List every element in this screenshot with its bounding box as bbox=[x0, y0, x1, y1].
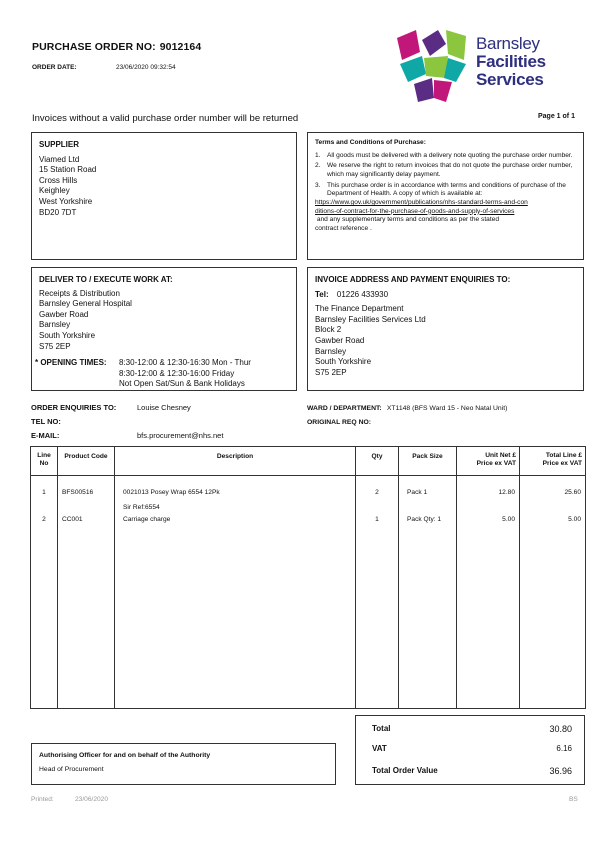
col-header-total-line-2: Price ex VAT bbox=[542, 459, 582, 467]
terms-link-line: ditions-of-contract-for-the-purchase-of-goods-and-supply-of-services bbox=[315, 207, 515, 215]
col-header-product-code: Product Code bbox=[58, 447, 115, 476]
supplier-box bbox=[31, 132, 297, 260]
opening-time-line: 8:30-12:00 & 12:30-16:00 Friday bbox=[119, 368, 235, 378]
deliver-title: DELIVER TO / EXECUTE WORK AT: bbox=[39, 275, 173, 284]
cell-line-no: 2 bbox=[31, 513, 58, 535]
col-header-unit-net-2: Price ex VAT bbox=[476, 459, 516, 467]
terms-link[interactable] bbox=[315, 199, 576, 216]
opening-times bbox=[35, 358, 289, 389]
order-date-label: ORDER DATE: bbox=[32, 64, 77, 71]
invoice-tel-label: Tel: bbox=[315, 289, 329, 299]
invoice-address-line: Block 2 bbox=[315, 325, 342, 335]
terms-item-number: 2. bbox=[315, 162, 321, 170]
deliver-line: Receipts & Distribution bbox=[39, 288, 120, 298]
table-row bbox=[31, 513, 586, 535]
deliver-box bbox=[31, 267, 297, 391]
invoice-address-line: South Yorkshire bbox=[315, 357, 372, 367]
invoice-tel-value: 01226 433930 bbox=[336, 289, 389, 299]
terms-tail-line: and any supplementary terms and conditions as per the stated bbox=[315, 216, 500, 224]
opening-time-line: 8:30-12:00 & 12:30-16:30 Mon - Thur bbox=[119, 358, 251, 368]
deliver-line: S75 2EP bbox=[39, 341, 71, 351]
terms-item bbox=[315, 182, 576, 199]
logo-line-3: Services bbox=[476, 70, 544, 89]
terms-item-text: This purchase order is in accordance with terms and conditions of purchase of the Department of Health. A copy of which is available at: bbox=[327, 181, 566, 198]
col-header-line-no bbox=[31, 447, 58, 476]
table-header-row bbox=[31, 447, 586, 476]
supplier-line: West Yorkshire bbox=[39, 196, 93, 206]
invoice-warning: Invoices without a valid purchase order number will be returned bbox=[32, 113, 299, 124]
cell-description-line: 0021013 Posey Wrap 6554 12Pk bbox=[123, 489, 220, 496]
total-order-value: 36.96 bbox=[549, 766, 572, 776]
deliver-line: South Yorkshire bbox=[39, 330, 96, 340]
cell-total-line: 5.00 bbox=[520, 513, 586, 535]
order-enquiries-label: ORDER ENQUIRIES TO: bbox=[31, 403, 117, 412]
vat-row bbox=[372, 744, 572, 754]
cell-qty: 2 bbox=[356, 476, 399, 513]
opening-times-label: * OPENING TIMES: bbox=[35, 358, 107, 368]
bfs-logo bbox=[394, 26, 574, 106]
terms-item-number: 1. bbox=[315, 151, 321, 159]
col-header-description: Description bbox=[115, 447, 356, 476]
terms-item bbox=[315, 162, 576, 179]
col-header-pack-size: Pack Size bbox=[399, 447, 457, 476]
terms-item-text: All goods must be delivered with a delivery note quoting the purchase order number. bbox=[327, 151, 573, 159]
cell-description-line: Sir Ref:6554 bbox=[123, 503, 160, 511]
vat-label: VAT bbox=[372, 744, 387, 753]
vat-value: 6.16 bbox=[556, 744, 572, 753]
table-filler-row bbox=[31, 535, 586, 709]
logo-line-2: Facilities bbox=[476, 52, 546, 71]
authorising-officer-box bbox=[31, 743, 336, 785]
original-req bbox=[307, 417, 371, 427]
deliver-line: Barnsley General Hospital bbox=[39, 299, 132, 309]
terms-link-line: https://www.gov.uk/government/publications/nhs-standard-terms-and-con bbox=[315, 198, 528, 206]
cell-unit-net: 5.00 bbox=[457, 513, 520, 535]
email-value: bfs.procurement@nhs.net bbox=[137, 431, 224, 440]
invoice-address-line: Gawber Road bbox=[315, 335, 365, 345]
supplier-line: 15 Station Road bbox=[39, 165, 97, 175]
po-number: 9012164 bbox=[159, 41, 202, 53]
cell-description bbox=[115, 513, 356, 535]
order-enquiries-value: Louise Chesney bbox=[137, 403, 191, 412]
footer-initials: BS bbox=[569, 796, 578, 803]
col-header-qty: Qty bbox=[356, 447, 399, 476]
terms-item-number: 3. bbox=[315, 181, 321, 189]
cell-pack-size: Pack Qty: 1 bbox=[399, 513, 457, 535]
col-header-unit-net-1: Unit Net £ bbox=[485, 452, 516, 459]
invoice-address-line: Barnsley Facilities Services Ltd bbox=[315, 314, 426, 324]
order-date-value: 23/06/2020 09:32:54 bbox=[116, 64, 176, 71]
terms-item-text: We reserve the right to return invoices that do not quote the purchase order number, which may significantly delay payment. bbox=[327, 162, 573, 178]
logo-line-1: Barnsley bbox=[476, 34, 540, 53]
terms-box bbox=[307, 132, 584, 260]
cell-total-line: 25.60 bbox=[520, 476, 586, 513]
terms-tail-line: contract reference . bbox=[315, 224, 372, 232]
cell-product-code: BFS00516 bbox=[58, 476, 115, 513]
terms-item bbox=[315, 152, 576, 161]
cell-description-line: Carriage charge bbox=[123, 515, 171, 523]
col-header-line-no-2: No bbox=[39, 459, 49, 467]
email-label: E-MAIL: bbox=[31, 431, 60, 440]
terms-title: Terms and Conditions of Purchase: bbox=[315, 139, 426, 146]
total-label: Total bbox=[372, 724, 391, 733]
cell-line-no: 1 bbox=[31, 476, 58, 513]
cell-pack-size: Pack 1 bbox=[399, 476, 457, 513]
total-order-value-row bbox=[372, 766, 572, 777]
po-label: PURCHASE ORDER NO: bbox=[32, 41, 156, 53]
deliver-line: Gawber Road bbox=[39, 309, 89, 319]
printed-date: 23/06/2020 bbox=[75, 796, 109, 803]
opening-time-line: Not Open Sat/Sun & Bank Holidays bbox=[119, 378, 245, 388]
supplier-line: Keighley bbox=[39, 186, 70, 196]
original-req-label: ORIGINAL REQ NO: bbox=[307, 419, 372, 426]
invoice-address-line: The Finance Department bbox=[315, 304, 404, 314]
invoice-address-title: INVOICE ADDRESS AND PAYMENT ENQUIRIES TO: bbox=[315, 275, 511, 284]
total-row bbox=[372, 724, 572, 735]
deliver-line: Barnsley bbox=[39, 320, 71, 330]
ward-label: WARD / DEPARTMENT: bbox=[307, 405, 382, 412]
cell-unit-net: 12.80 bbox=[457, 476, 520, 513]
invoice-address-line: S75 2EP bbox=[315, 367, 347, 377]
authorising-role: Head of Procurement bbox=[39, 766, 104, 773]
line-items-table bbox=[30, 446, 586, 709]
invoice-address-line: Barnsley bbox=[315, 346, 347, 356]
purchase-order-title bbox=[32, 41, 201, 54]
supplier-line: BD20 7DT bbox=[39, 207, 77, 217]
totals-box bbox=[355, 715, 585, 785]
total-value: 30.80 bbox=[549, 724, 572, 734]
ward-department bbox=[307, 403, 507, 413]
col-header-unit-net bbox=[457, 447, 520, 476]
total-order-value-label: Total Order Value bbox=[372, 766, 438, 775]
cell-description bbox=[115, 476, 356, 513]
cell-qty: 1 bbox=[356, 513, 399, 535]
supplier-line: Cross Hills bbox=[39, 175, 78, 185]
invoice-address-box bbox=[307, 267, 584, 391]
table-row bbox=[31, 476, 586, 513]
col-header-total-line bbox=[520, 447, 586, 476]
logo-text bbox=[476, 35, 546, 89]
col-header-line-no-1: Line bbox=[37, 452, 51, 459]
authorising-title: Authorising Officer for and on behalf of the Authority bbox=[39, 752, 211, 759]
printed-label: Printed: bbox=[31, 796, 54, 803]
tel-no-label: TEL NO: bbox=[31, 417, 61, 426]
supplier-title: SUPPLIER bbox=[39, 140, 80, 149]
cell-product-code: CC001 bbox=[58, 513, 115, 535]
supplier-line: Viamed Ltd bbox=[39, 154, 80, 164]
col-header-total-line-1: Total Line £ bbox=[545, 452, 582, 459]
bfs-logo-mark-icon bbox=[394, 26, 474, 106]
ward-value: XT1148 (BFS Ward 15 - Neo Natal Unit) bbox=[386, 405, 508, 412]
invoice-tel bbox=[315, 290, 576, 300]
page-indicator: Page 1 of 1 bbox=[538, 113, 575, 120]
